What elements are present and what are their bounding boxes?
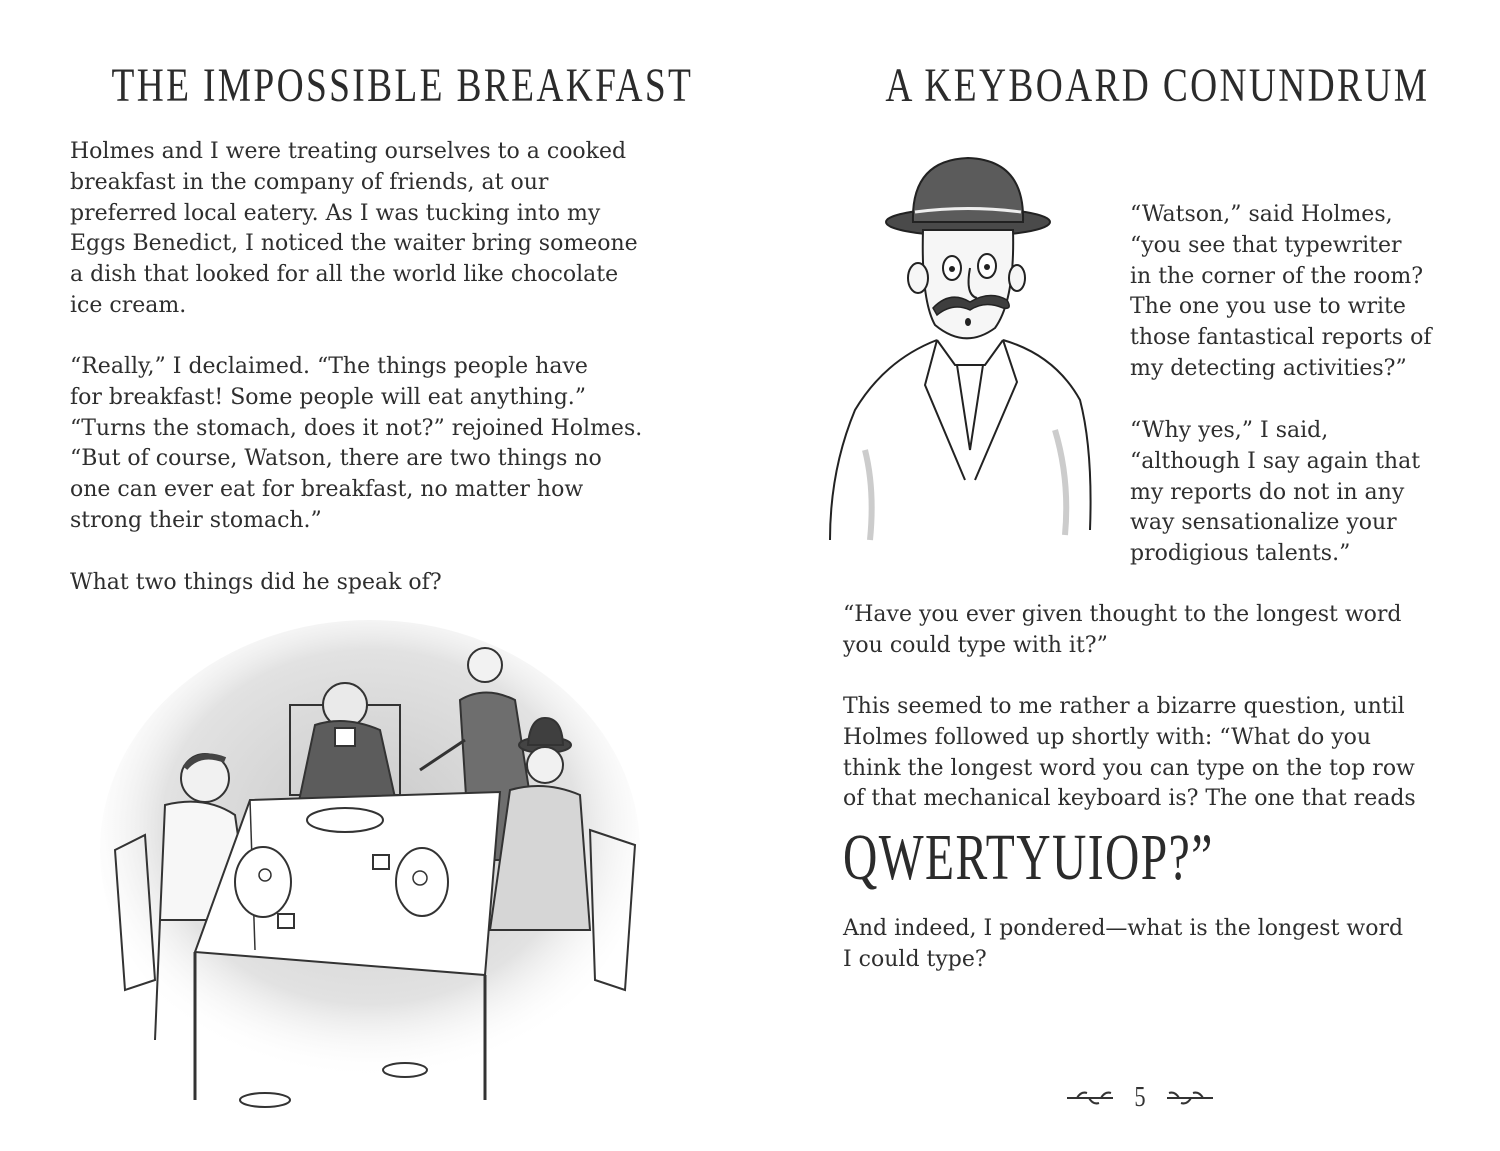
- page-number: 5: [1134, 1082, 1146, 1113]
- holmes-portrait-illustration: [825, 150, 1125, 550]
- right-page: [750, 0, 1500, 1151]
- left-paragraph-3: What two things did he speak of?: [70, 570, 442, 595]
- left-sprig-ornament-icon: [1065, 1090, 1115, 1106]
- right-paragraph-1: “Have you ever given thought to the longest word you could type with it?”: [843, 602, 1402, 658]
- right-page-title: A KEYBOARD CONUNDRUM: [885, 59, 1430, 112]
- left-page-title: THE IMPOSSIBLE BREAKFAST: [111, 59, 694, 112]
- qwertyuiop-display: QWERTYUIOP?”: [843, 821, 1214, 894]
- right-sprig-ornament-icon: [1165, 1090, 1215, 1106]
- page-footer: [1050, 1082, 1230, 1114]
- right-side-paragraph-1: “Watson,” said Holmes, “you see that typewriter in the corner of the room? The one you use to write those fantastical reports of my detecting activities?”: [1130, 202, 1432, 381]
- right-paragraph-2: This seemed to me rather a bizarre question, until Holmes followed up shortly with: “What do you think the longest word you can type on the top row of that mechanical keyboard is? The one that reads: [843, 694, 1416, 812]
- left-paragraph-1: Holmes and I were treating ourselves to a cooked breakfast in the company of friends, at our preferred local eatery. As I was tucking into my Eggs Benedict, I noticed the waiter bring someone a dish that looked for all the world like chocolate ice cream.: [70, 139, 638, 318]
- left-paragraph-2: “Really,” I declaimed. “The things people have for breakfast! Some people will eat anything.” “Turns the stomach, does it not?” rejoined Holmes. “But of course, Watson, there are two things no one can ever eat for breakfast, no matter how strong their stomach.”: [70, 354, 643, 533]
- right-closing-paragraph: And indeed, I pondered—what is the longest word I could type?: [843, 916, 1404, 972]
- right-side-paragraph-2: “Why yes,” I said, “although I say again that my reports do not in any way sensationalize your prodigious talents.”: [1130, 418, 1421, 567]
- breakfast-illustration: [100, 620, 660, 1120]
